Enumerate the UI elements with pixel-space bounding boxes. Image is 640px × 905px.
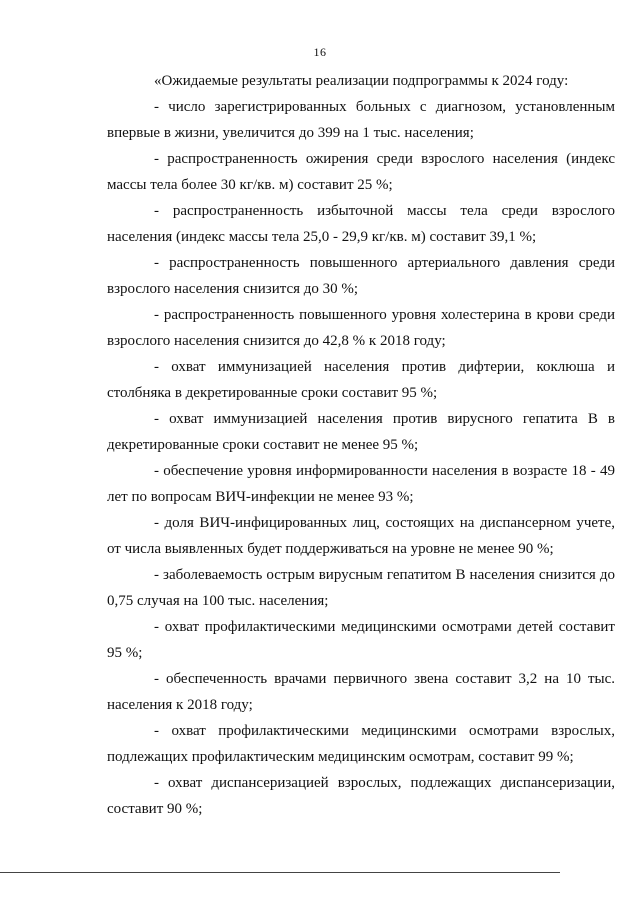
list-item: - обеспеченность врачами первичного звена составит 3,2 на 10 тыс. населения к 2018 году; <box>107 671 615 713</box>
list-item: - охват иммунизацией населения против вирусного гепатита В в декретированные сроки составит не менее 95 %; <box>107 411 615 453</box>
document-body <box>107 68 615 822</box>
list-item: - заболеваемость острым вирусным гепатитом В населения снизится до 0,75 случая на 100 тыс. населения; <box>107 567 615 609</box>
list-item: - распространенность повышенного уровня холестерина в крови среди взрослого населения снизится до 42,8 % к 2018 году; <box>107 307 615 349</box>
page-number: 16 <box>313 45 327 59</box>
footer-divider <box>0 872 560 873</box>
list-item: - охват профилактическими медицинскими осмотрами взрослых, подлежащих профилактическим медицинским осмотрам, составит 99 %; <box>107 723 615 765</box>
list-item: - доля ВИЧ-инфицированных лиц, состоящих на диспансерном учете, от числа выявленных будет поддерживаться на уровне не менее 90 %; <box>107 515 615 557</box>
list-item: - распространенность избыточной массы тела среди взрослого населения (индекс массы тела 25,0 - 29,9 кг/кв. м) составит 39,1 %; <box>107 203 615 245</box>
list-item: - охват диспансеризацией взрослых, подлежащих диспансеризации, составит 90 %; <box>107 775 615 817</box>
list-item: - число зарегистрированных больных с диагнозом, установленным впервые в жизни, увеличится до 399 на 1 тыс. населения; <box>107 99 615 141</box>
section-heading: «Ожидаемые результаты реализации подпрограммы к 2024 году: <box>154 73 569 89</box>
list-item: - охват профилактическими медицинскими осмотрами детей составит 95 %; <box>107 619 615 661</box>
list-item: - распространенность повышенного артериального давления среди взрослого населения снизится до 30 %; <box>107 255 615 297</box>
list-item: - охват иммунизацией населения против дифтерии, коклюша и столбняка в декретированные сроки составит 95 %; <box>107 359 615 401</box>
list-item: - распространенность ожирения среди взрослого населения (индекс массы тела более 30 кг/кв. м) составит 25 %; <box>107 151 615 193</box>
list-item: - обеспечение уровня информированности населения в возрасте 18 - 49 лет по вопросам ВИЧ-инфекции не менее 93 %; <box>107 463 615 505</box>
